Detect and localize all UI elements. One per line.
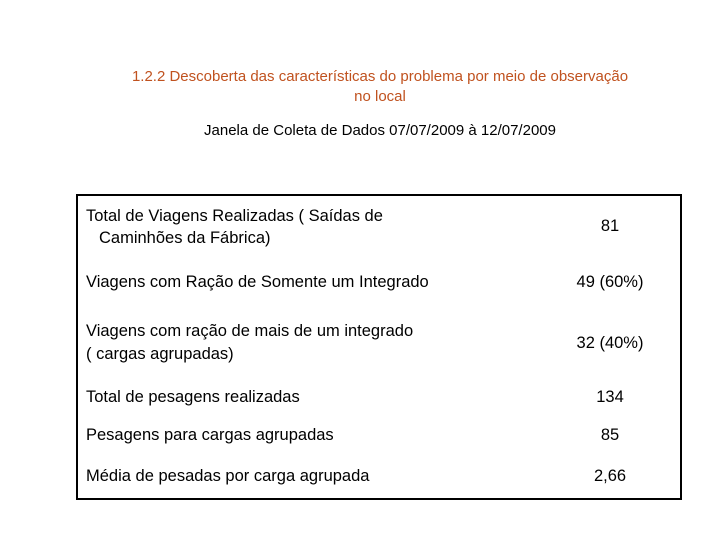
table-row: [77, 195, 681, 257]
row-label-line-1: Viagens com ração de mais de um integrado: [86, 322, 414, 340]
row-value: 81: [600, 217, 620, 235]
table-row: [77, 307, 681, 379]
slide-title-line-1: 1.2.2 Descoberta das características do problema por meio de observação: [131, 68, 629, 85]
row-label: Pesagens para cargas agrupadas: [86, 425, 334, 444]
row-label-line-2: ( cargas agrupadas): [86, 345, 234, 363]
table-row: [77, 455, 681, 499]
row-value: 2,66: [593, 467, 627, 485]
table-row: [77, 257, 681, 307]
table-row: [77, 379, 681, 415]
row-value: 49 (60%): [576, 272, 644, 291]
row-value: 134: [596, 387, 624, 406]
data-collection-window: Janela de Coleta de Dados 07/07/2009 à 12/07/2009: [204, 122, 556, 139]
row-value: 85: [600, 425, 620, 444]
summary-table: [76, 194, 682, 500]
row-label: Média de pesadas por carga agrupada: [86, 467, 370, 485]
row-label-line-1: Total de Viagens Realizadas ( Saídas de: [86, 206, 383, 225]
row-value: 32 (40%): [576, 333, 644, 352]
row-label-line-2: Caminhões da Fábrica): [99, 228, 271, 247]
table-row: [77, 415, 681, 455]
row-label: Viagens com Ração de Somente um Integrado: [86, 272, 429, 291]
slide-title-line-2: no local: [354, 88, 406, 105]
row-label: [77, 307, 540, 379]
slide-title: [70, 67, 690, 107]
row-label: [77, 195, 540, 257]
row-label: Total de pesagens realizadas: [86, 387, 300, 406]
